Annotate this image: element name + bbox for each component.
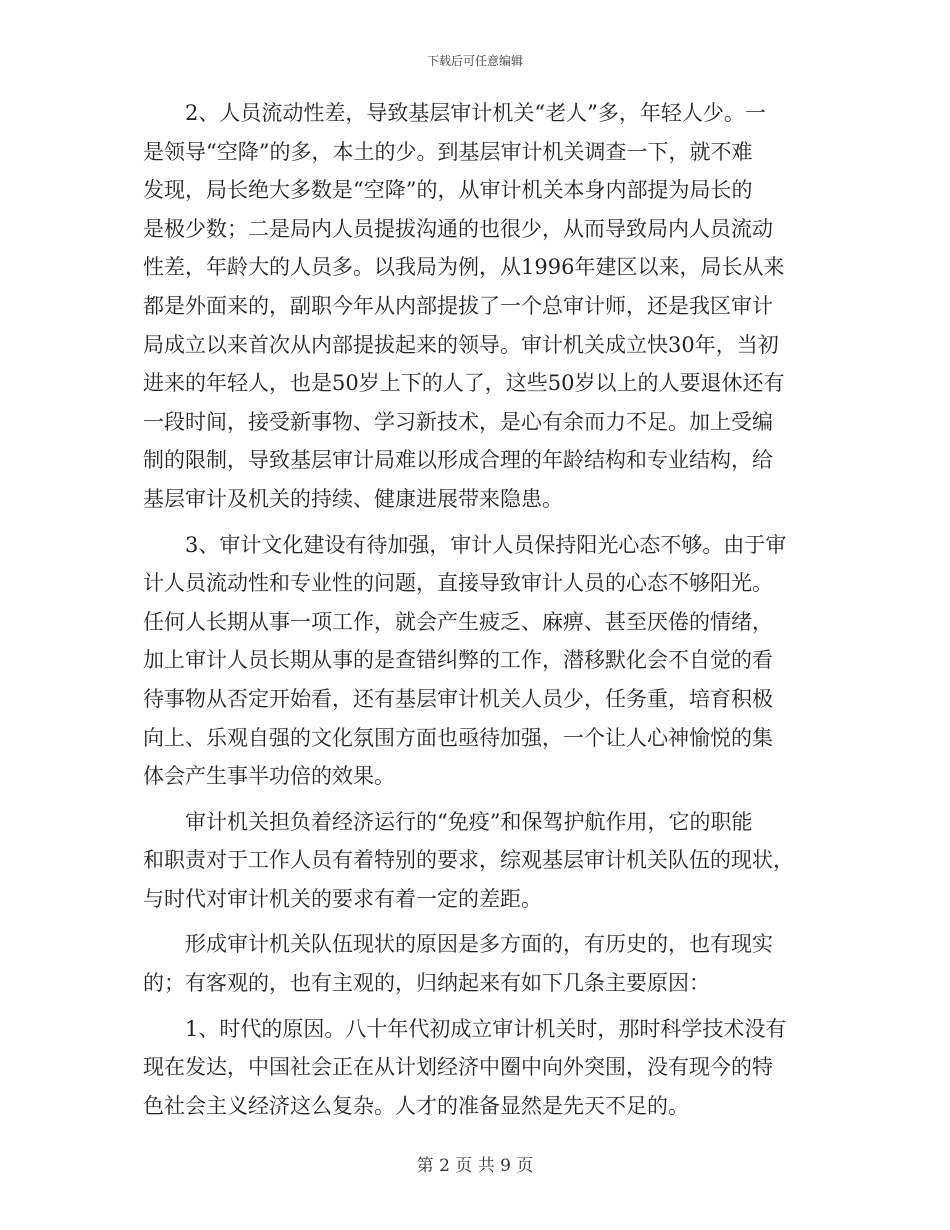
text-line: 进来的年轻人，也是50岁上下的人了，这些50岁以上的人要退休还有 xyxy=(143,371,785,396)
text-line: 3、审计文化建设有待加强，审计人员保持阳光心态不够。由于审 xyxy=(143,532,787,557)
text-line: 色社会主义经济这么复杂。人才的准备显然是先天不足的。 xyxy=(143,1093,689,1118)
text-line: 局成立以来首次从内部提拔起来的领导。审计机关成立快30年，当初 xyxy=(143,332,779,357)
text-line: 基层审计及机关的持续、健康进展带来隐患。 xyxy=(143,486,563,511)
text-line: 现在发达，中国社会正在从计划经济中圈中向外突围，没有现今的特 xyxy=(143,1055,773,1080)
text-line: 形成审计机关队伍现状的原因是多方面的，有历史的，也有现实 xyxy=(143,932,773,957)
text-line: 的；有客观的，也有主观的，归纳起来有如下几条主要原因： xyxy=(143,971,710,996)
page-footer: 第 2 页 共 9 页 xyxy=(416,1156,534,1176)
text-line: 审计机关担负着经济运行的“免疫”和保驾护航作用，它的职能 xyxy=(143,809,753,834)
text-line: 与时代对审计机关的要求有着一定的差距。 xyxy=(143,886,542,911)
text-line: 和职责对于工作人员有着特别的要求，综观基层审计机关队伍的现状， xyxy=(143,848,794,873)
paragraph xyxy=(143,803,809,919)
document-body xyxy=(143,94,809,1125)
text-line: 是领导“空降”的多，本土的少。到基层审计机关调查一下，就不难 xyxy=(143,139,753,164)
paragraph xyxy=(143,94,809,519)
text-line: 待事物从否定开始看，还有基层审计机关人员少，任务重，培育积极 xyxy=(143,686,773,711)
page-header: 下载后可任意编辑 xyxy=(426,54,523,68)
text-line: 性差，年龄大的人员多。以我局为例，从1996年建区以来，局长从来 xyxy=(143,255,785,280)
text-line: 计人员流动性和专业性的问题，直接导致审计人员的心态不够阳光。 xyxy=(143,571,773,596)
text-line: 加上审计人员长期从事的是查错纠弊的工作，潜移默化会不自觉的看 xyxy=(143,648,773,673)
text-line: 向上、乐观自强的文化氛围方面也亟待加强，一个让人心神愉悦的集 xyxy=(143,725,773,750)
text-line: 发现，局长绝大多数是“空降”的，从审计机关本身内部提为局长的 xyxy=(143,178,753,203)
text-line: 制的限制，导致基层审计局难以形成合理的年龄结构和专业结构，给 xyxy=(143,448,773,473)
text-line: 都是外面来的，副职今年从内部提拔了一个总审计师，还是我区审计 xyxy=(143,293,773,318)
paragraph xyxy=(143,925,809,1002)
text-line: 任何人长期从事一项工作，就会产生疲乏、麻痹、甚至厌倦的情绪， xyxy=(143,609,773,634)
text-line: 是极少数；二是局内人员提拔沟通的也很少，从而导致局内人员流动 xyxy=(143,216,773,241)
text-line: 体会产生事半功倍的效果。 xyxy=(143,764,395,789)
paragraph xyxy=(143,1010,809,1126)
paragraph xyxy=(143,526,809,796)
text-line: 2、人员流动性差，导致基层审计机关“老人”多，年轻人少。一 xyxy=(143,101,766,125)
text-line: 1、时代的原因。八十年代初成立审计机关时，那时科学技术没有 xyxy=(143,1016,787,1041)
text-line: 一段时间，接受新事物、学习新技术，是心有余而力不足。加上受编 xyxy=(143,409,773,434)
